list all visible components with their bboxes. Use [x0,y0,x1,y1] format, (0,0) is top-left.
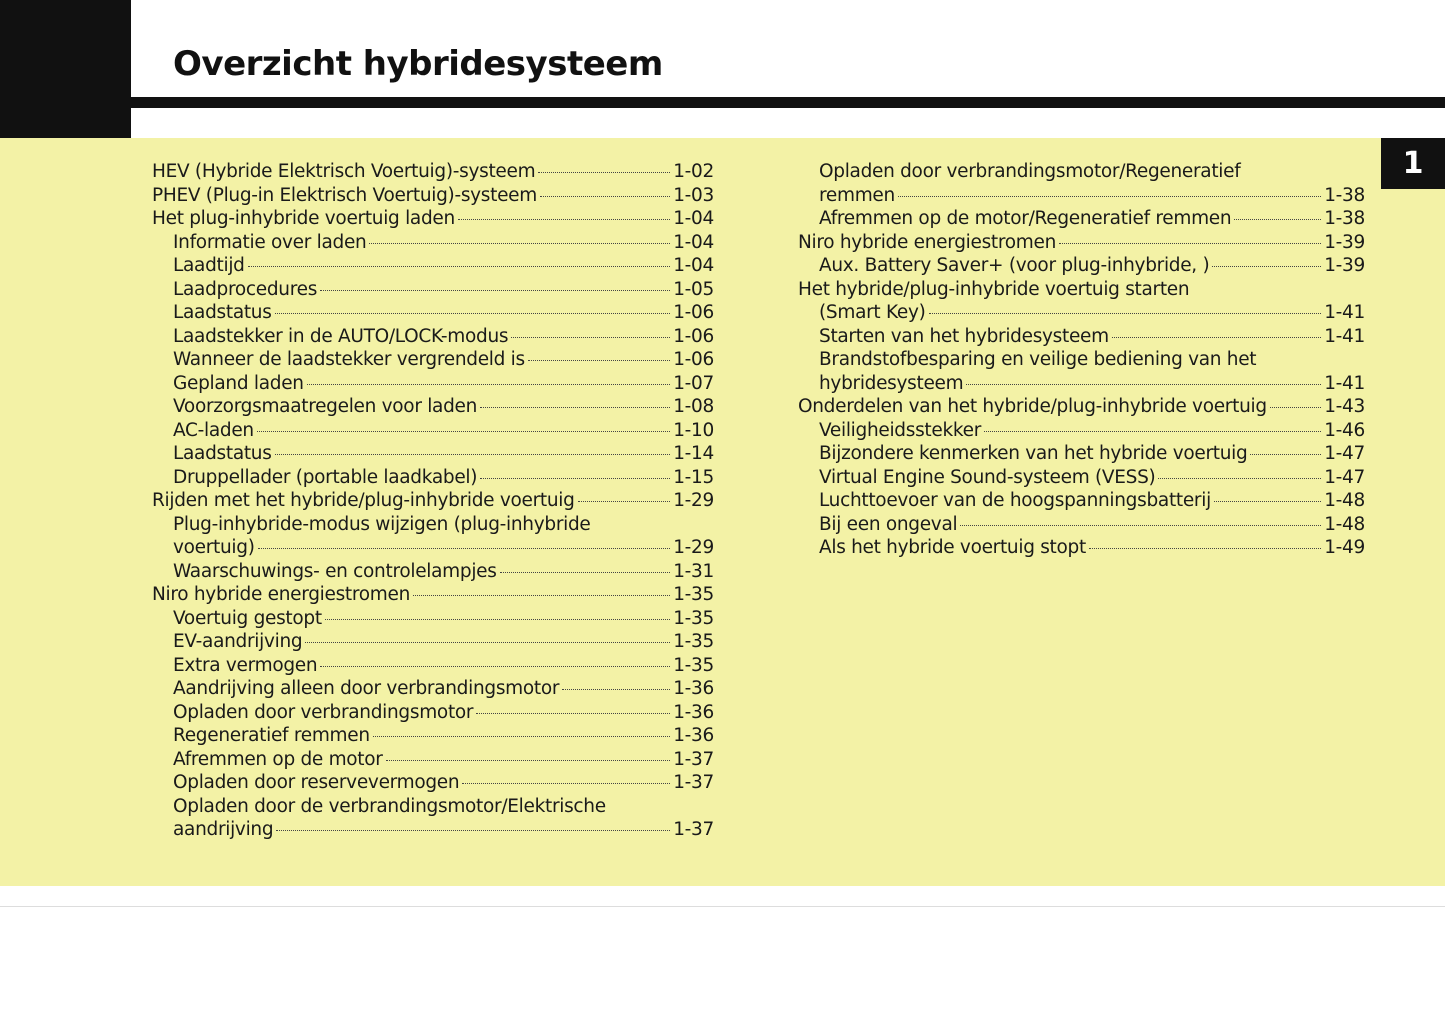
toc-entry[interactable] [152,160,714,184]
toc-entry[interactable] [152,583,714,607]
toc-entry-label: Aux. Battery Saver+ (voor plug-inhybride, ) [819,255,1210,276]
toc-entry-label: Starten van het hybridesysteem [819,325,1109,347]
toc-entry[interactable] [152,207,714,231]
toc-page-number: 1-35 [673,607,714,629]
toc-entry-label: Laadstatus [173,443,272,464]
toc-entry-label: Afremmen op de motor [173,748,383,770]
toc-entry[interactable] [152,184,714,208]
toc-entry-label: Bij een ongeval [819,513,958,535]
toc-leader-dots [248,266,671,267]
toc-page-number: 1-04 [673,231,714,253]
toc-page-number: 1-29 [673,490,714,511]
toc-entry[interactable] [152,607,714,631]
toc-page-number: 1-04 [673,255,714,276]
toc-entry[interactable] [152,701,714,725]
toc-entry[interactable] [798,466,1365,490]
toc-entry[interactable] [798,254,1365,278]
toc-leader-dots [929,313,1322,314]
toc-leader-dots [562,689,670,690]
toc-leader-dots [275,313,671,314]
toc-leader-dots [500,572,671,573]
toc-page-number: 1-02 [673,161,714,182]
toc-entry[interactable] [798,231,1365,255]
toc-leader-dots [320,666,670,667]
toc-page-number: 1-35 [673,631,714,652]
toc-entry-label: Waarschuwings- en controlelampjes [173,560,497,582]
toc-leader-dots [320,290,670,291]
toc-leader-dots [578,501,671,502]
toc-page-number: 1-36 [673,678,714,699]
toc-entry-label: voertuig) [173,537,255,558]
toc-entry-label: Plug-inhybride-modus wijzigen (plug-inhybride [173,513,591,535]
toc-entry-label: Voertuig gestopt [173,607,322,629]
toc-page-number: 1-07 [673,372,714,394]
toc-page-number: 1-39 [1324,231,1365,253]
toc-entry[interactable] [152,419,714,443]
toc-entry-label: Gepland laden [173,372,304,394]
toc-leader-dots [413,595,670,596]
toc-leader-dots [966,384,1321,385]
toc-entry[interactable] [152,630,714,654]
toc-page-number: 1-06 [673,302,714,323]
toc-entry[interactable] [152,654,714,678]
toc-entry[interactable] [152,301,714,325]
toc-entry-label: Voorzorgsmaatregelen voor laden [173,396,478,417]
toc-entry-label: hybridesysteem [819,372,964,394]
toc-leader-dots [275,454,671,455]
toc-entry[interactable] [798,513,1365,537]
toc-entry[interactable] [152,724,714,748]
toc-leader-dots [538,172,670,173]
toc-page-number: 1-37 [673,819,714,840]
toc-page-number: 1-41 [1324,325,1365,347]
chapter-number: 1 [1402,146,1424,181]
toc-entry-label: aandrijving [173,819,274,840]
toc-entry[interactable] [152,771,714,795]
toc-entry[interactable] [152,231,714,255]
toc-entry[interactable] [798,442,1365,466]
toc-leader-dots [1234,219,1321,220]
toc-entry[interactable] [152,325,714,349]
toc-entry-label: Laadprocedures [173,278,318,300]
toc-entry[interactable] [798,278,1365,302]
toc-leader-dots [898,196,1321,197]
toc-leader-dots [528,360,670,361]
toc-page-number: 1-06 [673,349,714,370]
toc-leader-dots [540,196,670,197]
toc-entry-label: Opladen door verbrandingsmotor [173,701,474,723]
toc-entry-label: Druppellader (portable laadkabel) [173,466,478,488]
toc-page-number: 1-38 [1324,208,1365,229]
toc-leader-dots [458,219,670,220]
toc-leader-dots [369,243,670,244]
toc-entry-label: Aandrijving alleen door verbrandingsmotor [173,678,560,699]
toc-leader-dots [373,736,670,737]
toc-entry[interactable] [798,395,1365,419]
toc-entry-label: Veiligheidsstekker [819,419,982,441]
toc-entry-label: Informatie over laden [173,231,367,253]
title-rule [131,97,1445,108]
toc-page-number: 1-41 [1324,302,1365,323]
toc-entry-label: Het plug-inhybride voertuig laden [152,208,455,229]
toc-leader-dots [480,407,670,408]
toc-leader-dots [1089,548,1321,549]
toc-entry-label: Onderdelen van het hybride/plug-inhybride voertuig [798,396,1267,417]
toc-page-number: 1-35 [673,654,714,676]
toc-entry[interactable] [152,677,714,701]
toc-entry[interactable] [152,442,714,466]
toc-leader-dots [1212,266,1321,267]
toc-right-column [798,160,1365,560]
toc-leader-dots [1059,243,1321,244]
toc-entry-label: HEV (Hybride Elektrisch Voertuig)-systeem [152,161,536,182]
toc-leader-dots [1250,454,1321,455]
toc-entry-label: Opladen door verbrandingsmotor/Regeneratief [819,161,1241,182]
toc-page-number: 1-05 [673,278,714,300]
toc-leader-dots [1270,407,1321,408]
toc-page-number: 1-47 [1324,443,1365,464]
toc-page-number: 1-48 [1324,513,1365,535]
chapter-tab[interactable] [1381,138,1445,189]
toc-page-number: 1-41 [1324,372,1365,394]
toc-leader-dots [325,619,670,620]
toc-leader-dots [1158,478,1321,479]
toc-page-number: 1-39 [1324,255,1365,276]
toc-leader-dots [1112,337,1321,338]
toc-entry-label: Niro hybride energiestromen [798,231,1057,253]
toc-page-number: 1-49 [1324,537,1365,558]
toc-entry-label: Laadstatus [173,302,272,323]
toc-page-number: 1-29 [673,537,714,558]
toc-page-number: 1-37 [673,748,714,770]
toc-entry-label: Virtual Engine Sound-systeem (VESS) [819,466,1156,488]
toc-entry[interactable] [798,419,1365,443]
toc-page-number: 1-08 [673,396,714,417]
toc-page-number: 1-38 [1324,184,1365,206]
toc-page-number: 1-35 [673,584,714,605]
toc-entry[interactable] [152,348,714,372]
toc-entry-label: Laadtijd [173,255,245,276]
toc-entry-label: Afremmen op de motor/Regeneratief remmen [819,208,1232,229]
toc-entry[interactable] [152,748,714,772]
toc-entry[interactable] [152,795,714,842]
toc-page-number: 1-03 [673,184,714,206]
toc-leader-dots [307,384,670,385]
toc-page-number: 1-48 [1324,490,1365,511]
toc-entry-label: EV-aandrijving [173,631,303,652]
toc-entry[interactable] [798,348,1365,395]
toc-entry-label: Als het hybride voertuig stopt [819,537,1086,558]
toc-leader-dots [305,642,670,643]
toc-entry[interactable] [152,560,714,584]
toc-entry-label: Bijzondere kenmerken van het hybride voertuig [819,443,1248,464]
toc-leader-dots [462,783,670,784]
toc-entry[interactable] [798,160,1365,207]
toc-page-number: 1-46 [1324,419,1365,441]
toc-entry-label: Laadstekker in de AUTO/LOCK-modus [173,325,509,347]
toc-entry-label: (Smart Key) [819,302,926,323]
toc-page-number: 1-10 [673,419,714,441]
toc-page-number: 1-31 [673,560,714,582]
page-title: Overzicht hybridesysteem [173,44,663,84]
toc-page-number: 1-14 [673,443,714,464]
toc-leader-dots [276,830,670,831]
toc-entry[interactable] [152,254,714,278]
toc-leader-dots [258,548,671,549]
corner-block [0,0,131,138]
toc-entry-label: Niro hybride energiestromen [152,584,411,605]
toc-entry-label: remmen [819,184,895,206]
toc-entry-label: Wanneer de laadstekker vergrendeld is [173,349,525,370]
toc-page-number: 1-37 [673,772,714,793]
toc-leader-dots [511,337,670,338]
toc-entry-label: Opladen door reservevermogen [173,772,460,793]
toc-leader-dots [1214,501,1321,502]
toc-entry[interactable] [152,372,714,396]
toc-entry[interactable] [152,278,714,302]
toc-entry[interactable] [152,489,714,513]
toc-entry-label: PHEV (Plug-in Elektrisch Voertuig)-systeem [152,184,537,206]
toc-entry-label: Het hybride/plug-inhybride voertuig starten [798,278,1190,300]
toc-entry-label: Regeneratief remmen [173,725,370,746]
toc-page-number: 1-15 [673,466,714,488]
toc-leader-dots [480,478,670,479]
toc-page-number: 1-06 [673,325,714,347]
toc-entry[interactable] [798,536,1365,560]
toc-entry-label: Extra vermogen [173,654,318,676]
toc-page-number: 1-47 [1324,466,1365,488]
toc-entry[interactable] [798,489,1365,513]
toc-entry-label: Opladen door de verbrandingsmotor/Elektrische [173,795,606,817]
toc-entry-label: AC-laden [173,419,254,441]
toc-entry-label: Rijden met het hybride/plug-inhybride voertuig [152,490,575,511]
toc-entry-label: Luchttoevoer van de hoogspanningsbatterij [819,490,1211,511]
toc-entry[interactable] [798,301,1365,325]
toc-left-column [152,160,714,842]
toc-page-number: 1-04 [673,208,714,229]
toc-leader-dots [960,525,1321,526]
toc-entry[interactable] [152,513,714,560]
bottom-rule [0,906,1445,907]
toc-entry[interactable] [152,466,714,490]
toc-leader-dots [476,713,670,714]
toc-entry[interactable] [798,325,1365,349]
toc-entry[interactable] [798,207,1365,231]
toc-leader-dots [386,760,671,761]
toc-page-number: 1-43 [1324,396,1365,417]
toc-page-number: 1-36 [673,725,714,746]
toc-entry-label: Brandstofbesparing en veilige bediening van het [819,349,1257,370]
toc-leader-dots [984,431,1321,432]
toc-leader-dots [257,431,670,432]
toc-page-number: 1-36 [673,701,714,723]
toc-entry[interactable] [152,395,714,419]
